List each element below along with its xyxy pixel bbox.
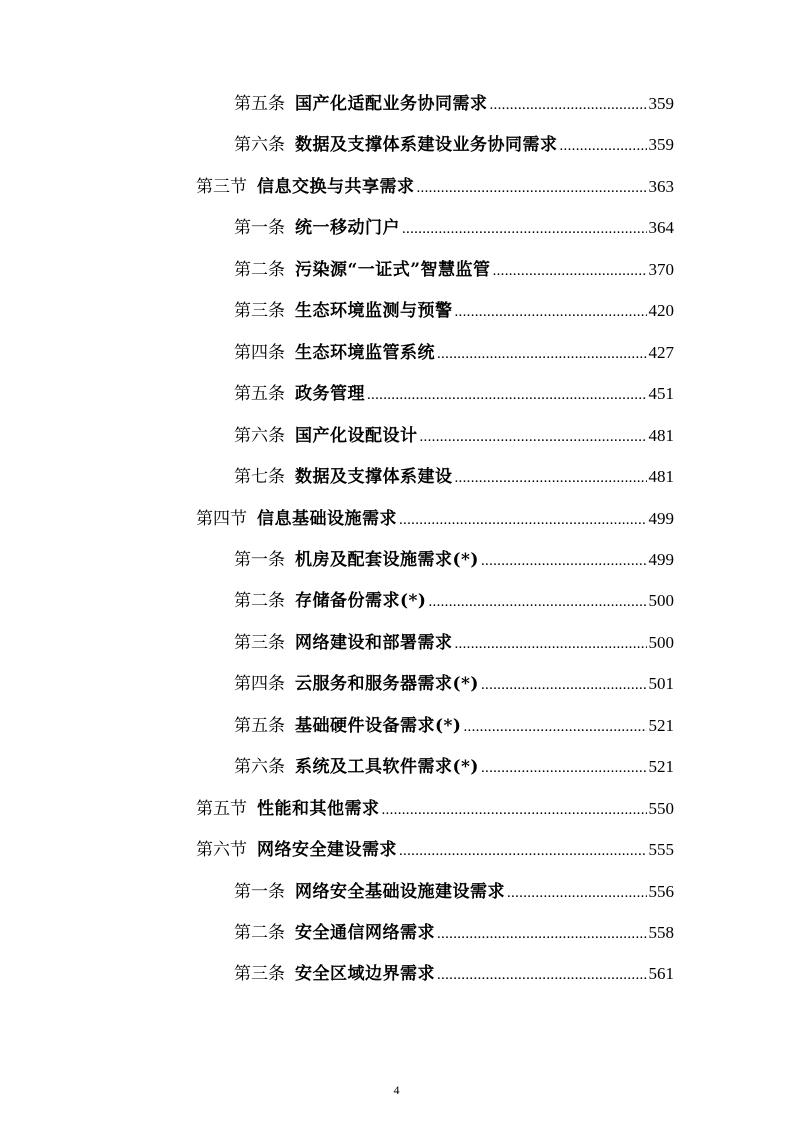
toc-entry-number: 第六条 <box>234 425 285 446</box>
toc-entry-number: 第四节 <box>196 508 247 529</box>
toc-article-entry[interactable] <box>234 378 674 410</box>
toc-entry-page: 500 <box>648 591 674 611</box>
toc-section-entry[interactable] <box>196 503 674 535</box>
toc-dot-leader <box>437 959 647 991</box>
toc-dot-leader <box>417 172 647 204</box>
toc-dot-leader <box>382 794 647 826</box>
toc-article-entry[interactable] <box>234 958 674 990</box>
toc-article-entry[interactable] <box>234 295 674 327</box>
toc-entry-page: 363 <box>648 176 674 196</box>
toc-dot-leader <box>490 89 647 121</box>
toc-article-entry[interactable] <box>234 668 674 700</box>
toc-entry-title: 国产化设配设计 <box>295 425 418 446</box>
toc-article-entry[interactable] <box>234 212 674 244</box>
toc-entry-title: 污染源“一证式”智慧监管 <box>295 259 491 280</box>
toc-entry-number: 第六节 <box>196 840 247 861</box>
toc-article-entry[interactable] <box>234 876 674 908</box>
toc-dot-leader <box>463 711 646 743</box>
toc-entry-title: 云服务和服务器需求(*) <box>295 674 479 695</box>
toc-article-entry[interactable] <box>234 337 674 369</box>
toc-article-entry[interactable] <box>234 88 674 120</box>
toc-entry-title: 信息交换与共享需求 <box>257 176 415 197</box>
toc-article-entry[interactable] <box>234 627 674 659</box>
toc-entry-title: 基础硬件设备需求(*) <box>295 715 462 736</box>
toc-entry-number: 第四条 <box>234 342 285 363</box>
toc-article-entry[interactable] <box>234 461 674 493</box>
toc-section-entry[interactable] <box>196 171 674 203</box>
toc-entry-number: 第一条 <box>234 218 285 239</box>
toc-entry-title: 信息基础设施需求 <box>257 508 397 529</box>
toc-dot-leader <box>402 213 647 245</box>
toc-entry-page: 561 <box>648 964 674 984</box>
toc-entry-number: 第四条 <box>234 674 285 695</box>
toc-entry-page: 359 <box>648 135 674 155</box>
toc-entry-title: 安全通信网络需求 <box>295 923 435 943</box>
toc-entry-number: 第一条 <box>234 549 285 570</box>
toc-entry-title: 系统及工具软件需求(*) <box>295 757 479 778</box>
toc-entry-page: 481 <box>648 425 674 445</box>
toc-article-entry[interactable] <box>234 254 674 286</box>
toc-entry-page: 499 <box>648 508 674 528</box>
toc-entry-number: 第三条 <box>234 964 285 985</box>
toc-entry-title: 生态环境监管系统 <box>295 342 435 363</box>
toc-dot-leader <box>437 918 647 950</box>
toc-entry-page: 364 <box>648 218 674 238</box>
toc-entry-title: 生态环境监测与预警 <box>295 301 453 322</box>
toc-entry-title: 数据及支撑体系建设业务协同需求 <box>295 135 558 156</box>
toc-entry-page: 420 <box>648 301 674 321</box>
toc-dot-leader <box>399 835 647 867</box>
toc-entry-page: 370 <box>648 259 674 279</box>
toc-entry-number: 第三条 <box>234 632 285 653</box>
toc-entry-number: 第三条 <box>234 301 285 322</box>
toc-article-entry[interactable] <box>234 420 674 452</box>
toc-entry-number: 第二条 <box>234 591 285 612</box>
toc-entry-title: 安全区域边界需求 <box>295 964 435 985</box>
toc-entry-page: 521 <box>648 715 674 735</box>
toc-entry-page: 481 <box>648 467 674 487</box>
toc-dot-leader <box>507 877 647 909</box>
toc-entry-page: 451 <box>648 384 674 404</box>
toc-article-entry[interactable] <box>234 710 674 742</box>
toc-section-entry[interactable] <box>196 834 674 866</box>
toc-entry-page: 500 <box>648 632 674 652</box>
toc-entry-title: 网络建设和部署需求 <box>295 632 453 653</box>
toc-entry-page: 499 <box>648 549 674 569</box>
toc-entry-number: 第三节 <box>196 176 247 197</box>
toc-article-entry[interactable] <box>234 751 674 783</box>
toc-entry-number: 第五条 <box>234 715 285 736</box>
toc-dot-leader <box>493 255 647 287</box>
toc-dot-leader <box>399 504 647 536</box>
toc-dot-leader <box>367 379 647 411</box>
toc-article-entry[interactable] <box>234 544 674 576</box>
toc-article-entry[interactable] <box>234 917 674 949</box>
toc-dot-leader <box>420 421 647 453</box>
toc-entry-number: 第六条 <box>234 135 285 156</box>
toc-entry-number: 第二条 <box>234 259 285 280</box>
toc-entry-page: 556 <box>648 881 674 901</box>
toc-dot-leader <box>560 130 647 162</box>
toc-entry-title: 国产化适配业务协同需求 <box>295 94 488 114</box>
toc-entry-number: 第二条 <box>234 923 285 943</box>
toc-entry-number: 第五条 <box>234 94 285 114</box>
toc-dot-leader <box>455 296 647 328</box>
toc-entry-number: 第五节 <box>196 798 247 819</box>
toc-entry-page: 427 <box>648 342 674 362</box>
toc-entry-title: 政务管理 <box>295 384 365 405</box>
toc-entry-page: 501 <box>648 674 674 694</box>
toc-dot-leader <box>481 752 647 784</box>
toc-entry-page: 359 <box>648 94 674 113</box>
toc-entry-number: 第五条 <box>234 384 285 405</box>
toc-entry-number: 第六条 <box>234 757 285 778</box>
toc-dot-leader <box>481 545 647 577</box>
toc-entry-page: 521 <box>648 757 674 777</box>
toc-dot-leader <box>437 338 647 370</box>
toc-dot-leader <box>481 669 647 701</box>
toc-entry-number: 第一条 <box>234 881 285 902</box>
toc-section-entry[interactable] <box>196 793 674 825</box>
toc-entry-page: 558 <box>648 923 674 942</box>
toc-entry-title: 统一移动门户 <box>295 218 400 239</box>
toc-dot-leader <box>428 586 646 618</box>
toc-dot-leader <box>455 628 647 660</box>
toc-entry-title: 性能和其他需求 <box>257 798 380 819</box>
toc-entry-page: 550 <box>648 798 674 818</box>
toc-article-entry[interactable] <box>234 585 674 617</box>
toc-entry-title: 存储备份需求(*) <box>295 591 427 612</box>
toc-article-entry[interactable] <box>234 129 674 161</box>
toc-entry-page: 555 <box>648 840 674 860</box>
toc-entry-title: 数据及支撑体系建设 <box>295 467 453 488</box>
toc-entry-title: 网络安全建设需求 <box>257 840 397 861</box>
toc-entry-title: 机房及配套设施需求(*) <box>295 549 479 570</box>
toc-dot-leader <box>455 462 647 494</box>
toc-entry-title: 网络安全基础设施建设需求 <box>295 881 505 902</box>
toc-entry-number: 第七条 <box>234 467 285 488</box>
page-number: 4 <box>393 1083 400 1097</box>
